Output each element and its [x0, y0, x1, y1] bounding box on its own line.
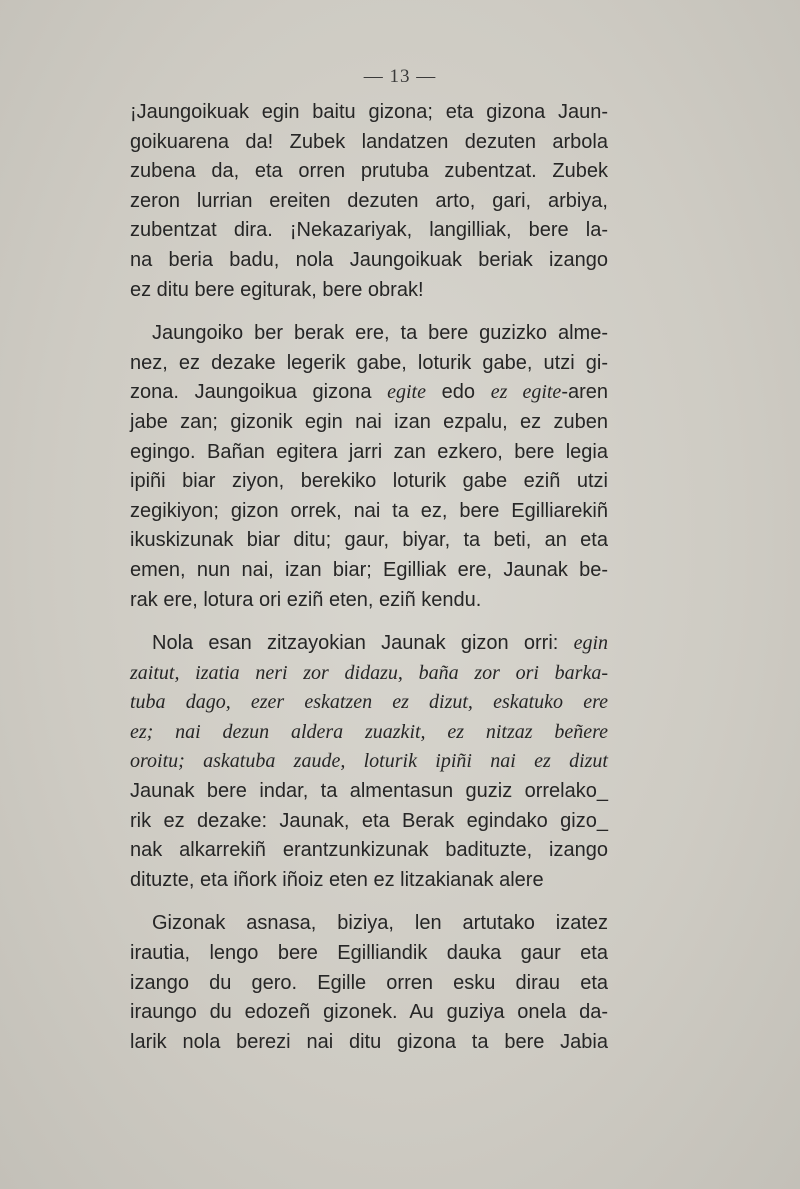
text-line: goikuarena da! Zubek landatzen dezuten arbola [130, 130, 608, 153]
text-line-mixed [130, 378, 608, 408]
text-line: Jaungoiko ber berak ere, ta bere guzizko alme- [152, 322, 608, 345]
text-line: zubentzat dira. ¡Nekazariyak, langilliak, bere la- [130, 219, 608, 242]
text-line: zubena da, eta orren prutuba zubentzat. Zubek [130, 160, 608, 183]
text-line: Jaunak bere indar, ta almentasun guziz orrelako_ [130, 780, 608, 803]
text-line: rak ere, lotura ori eziñ eten, eziñ kendu. [130, 588, 482, 611]
text-line: iraungo du edozeñ gizonek. Au guziya onela da- [130, 1001, 608, 1024]
text-line: jabe zan; gizonik egin nai izan ezpalu, ez zuben [130, 410, 608, 433]
text-line: ipiñi biar ziyon, berekiko loturik gabe eziñ utzi [130, 470, 608, 493]
text-line-mixed [130, 629, 608, 659]
text-line: na beria badu, nola Jaungoikuak beriak izango [130, 248, 608, 271]
text-line: Gizonak asnasa, biziya, len artutako izatez [152, 912, 608, 935]
text-segment: Nola esan zitzayokian Jaunak gizon orri: [152, 632, 559, 655]
text-line: emen, nun nai, izan biar; Egilliak ere, Jaunak be- [130, 558, 608, 581]
page-number: — 13 — [363, 66, 437, 87]
paragraph-3 [130, 629, 608, 895]
text-line: dituzte, eta iñork iñoiz eten ez litzakianak alere [130, 868, 544, 891]
text-line: rik ez dezake: Jaunak, eta Berak egindako gizo_ [130, 809, 608, 832]
text-line: ¡Jaungoikuak egin baitu gizona; eta gizona Jaun- [130, 101, 608, 123]
italic-segment: egite [387, 381, 426, 404]
text-line: ikuskizunak biar ditu; gaur, biyar, ta beti, an eta [130, 529, 608, 552]
italic-line: zaitut, izatia neri zor didazu, baña zor ori barka- [130, 661, 608, 684]
paragraph-1 [130, 98, 608, 305]
text-segment: -aren [561, 381, 609, 404]
text-segment: zona. Jaungoikua gizona [130, 381, 372, 404]
paragraph-2 [130, 319, 608, 615]
text-segment: edo [441, 381, 476, 404]
text-line: egingo. Bañan egitera jarri zan ezkero, bere legia [130, 440, 608, 463]
text-line: zegikiyon; gizon orrek, nai ta ez, bere Egilliarekiñ [130, 499, 608, 522]
italic-line: ez; nai dezun aldera zuazkit, ez nitzaz beñere [130, 720, 608, 743]
paragraph-4 [130, 909, 608, 1057]
text-line: larik nola berezi nai ditu gizona ta bere Jabia [130, 1030, 608, 1053]
text-line: zeron lurrian ereiten dezuten arto, gari, arbiya, [130, 189, 608, 212]
text-line: ez ditu bere egiturak, bere obrak! [130, 278, 424, 301]
italic-segment: egin [573, 632, 608, 655]
italic-line: tuba dago, ezer eskatzen ez dizut, eskatuko ere [130, 691, 608, 714]
body-text [130, 98, 608, 1057]
text-line: izango du gero. Egille orren esku dirau eta [130, 971, 608, 994]
italic-line: oroitu; askatuba zaude, loturik ipiñi nai ez dizut [130, 750, 608, 773]
text-line: nak alkarrekiñ erantzunkizunak badituzte, izango [130, 839, 608, 862]
text-line: nez, ez dezake legerik gabe, loturik gabe, utzi gi- [130, 351, 608, 374]
italic-segment: ez egite [490, 381, 562, 404]
text-line: irautia, lengo bere Egilliandik dauka gaur eta [130, 942, 608, 965]
